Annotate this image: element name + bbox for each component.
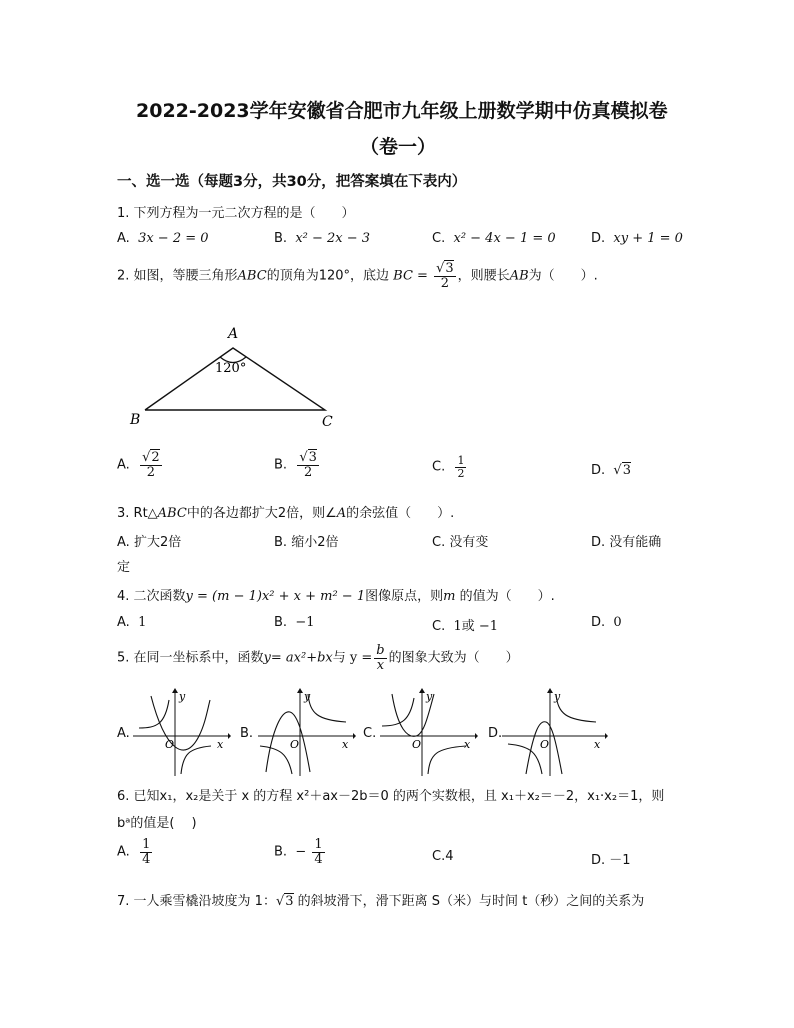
math-op: − <box>295 844 307 860</box>
stem-text: 的顶角为120°，底边 <box>266 268 390 284</box>
triangle-outline <box>145 348 325 410</box>
hyperbola-branch <box>260 746 292 774</box>
q1-option-d <box>591 231 683 246</box>
numerator: b <box>376 643 385 658</box>
radicand: 3 <box>285 894 294 909</box>
stem-text: 中的各边都扩大2倍，则∠ <box>186 506 337 521</box>
q6-option-b <box>274 838 327 866</box>
q4-option-d <box>591 615 622 630</box>
radicand: 3 <box>445 261 454 276</box>
denominator: x <box>376 657 385 673</box>
option-label: B. <box>274 535 288 550</box>
hyperbola-branch <box>308 694 346 722</box>
option-text: x² − 2x − 3 <box>295 231 371 246</box>
q3-option-c <box>432 531 488 550</box>
numerator: 1 <box>314 837 323 852</box>
q5-graph-a <box>131 688 231 778</box>
stem-text: 5. 在同一坐标系中，函数 <box>117 650 264 666</box>
q1-option-b <box>274 231 370 246</box>
question-7-stem <box>117 890 644 909</box>
hyperbola-branch <box>508 744 542 774</box>
q5-graph-c <box>378 688 478 778</box>
radicand: 3 <box>622 463 631 478</box>
q6-option-a <box>117 838 154 866</box>
q3-option-d <box>591 531 661 550</box>
option-label: C. <box>432 619 446 634</box>
option-label: A. <box>117 457 130 473</box>
option-label: A. <box>117 844 130 860</box>
option-text: －1 <box>609 853 631 868</box>
option-text: x² − 4x − 1 = 0 <box>453 231 556 246</box>
denominator: 2 <box>146 464 155 480</box>
question-6-stem: 6. 已知x₁，x₂是关于 x 的方程 x²＋ax－2b＝0 的两个实数根，且 x₁＋x₂＝－2，x₁·x₂＝1，则 <box>117 789 665 804</box>
q2-option-b <box>274 451 321 479</box>
hyperbola-branch <box>382 698 414 726</box>
stem-text: 3. Rt△ <box>117 506 158 521</box>
denominator: 4 <box>142 851 151 867</box>
radicand: 2 <box>151 450 160 465</box>
option-label: B. <box>274 231 288 246</box>
question-6-stem-continued: bᵃ的值是( ) <box>117 816 197 831</box>
axis-y-label: y <box>554 690 561 703</box>
origin-label: O <box>165 738 175 751</box>
stem-text: 4. 二次函数 <box>117 589 186 604</box>
q5-option-d-label: D. <box>488 726 503 741</box>
option-label: A. <box>117 615 130 630</box>
origin-label: O <box>412 738 422 751</box>
parabola-curve <box>266 712 310 772</box>
q4-option-a <box>117 615 146 630</box>
option-label: C. <box>432 535 446 550</box>
math-var: AB <box>509 268 529 284</box>
q4-option-c <box>432 615 498 634</box>
stem-text: 的余弦值（ ）. <box>346 506 455 521</box>
hyperbola-branch <box>556 694 596 722</box>
radicand: 3 <box>308 450 317 465</box>
math-var: A <box>336 506 347 521</box>
question-2-stem <box>117 262 598 290</box>
axis-x-label: x <box>594 738 601 751</box>
option-text: 0 <box>613 615 622 630</box>
option-text: 1或 −1 <box>453 619 499 634</box>
option-label: C. <box>432 231 446 246</box>
option-text: 缩小2倍 <box>291 535 339 550</box>
q3-option-a <box>117 531 181 550</box>
axis-y-label: y <box>304 690 311 703</box>
option-label: C. <box>432 849 446 864</box>
axis-x-label: x <box>342 738 349 751</box>
stem-text: 与 <box>332 650 346 666</box>
radical: √3 <box>275 894 294 909</box>
option-text: 没有能确 <box>609 535 662 550</box>
function-expression: y= ax²+bx <box>263 650 333 666</box>
function-expression: y = (m − 1)x² + x + m² − 1 <box>185 589 366 604</box>
denominator: 2 <box>303 464 313 480</box>
axis-y-label: y <box>179 690 186 703</box>
q2-option-c <box>432 455 468 479</box>
option-text: xy + 1 = 0 <box>613 231 683 246</box>
fraction <box>374 644 386 672</box>
q5-graph-b <box>256 688 356 778</box>
option-text: 4 <box>445 849 454 864</box>
option-label: D. <box>591 231 606 246</box>
vertex-b-label: B <box>130 412 141 428</box>
q5-option-c-label: C. <box>363 726 377 741</box>
numerator: 1 <box>457 454 465 467</box>
stem-text: 图像原点，则 <box>365 589 444 604</box>
question-5-stem <box>117 644 519 672</box>
question-4-stem <box>117 585 555 604</box>
q6-option-d <box>591 849 631 868</box>
stem-text: 的斜坡滑下，滑下距离 S（米）与时间 t（秒）之间的关系为 <box>297 894 645 909</box>
hyperbola-branch <box>428 746 466 774</box>
denominator: 2 <box>440 275 450 291</box>
question-3-stem <box>117 502 454 521</box>
question-1-stem: 1. 下列方程为一元二次方程的是（ ） <box>117 206 355 221</box>
numerator: 1 <box>142 837 151 852</box>
option-label: B. <box>274 615 288 630</box>
q5-option-a-label: A. <box>117 726 130 741</box>
q4-option-b <box>274 615 315 630</box>
denominator: 4 <box>314 851 323 867</box>
triangle-figure <box>120 318 350 438</box>
option-text: 1 <box>138 615 147 630</box>
axis-x-label: x <box>464 738 471 751</box>
option-label: D. <box>591 463 606 478</box>
q5-option-b-label: B. <box>240 726 254 741</box>
q2-option-a <box>117 451 164 479</box>
axis-x-label: x <box>217 738 224 751</box>
option-text: 3x − 2 = 0 <box>138 231 209 246</box>
hyperbola-branch <box>139 700 169 728</box>
q6-option-c <box>432 849 454 864</box>
fraction: $\frac{√2}{2}$ <box>142 450 160 480</box>
math-op: y = <box>349 650 373 666</box>
fraction <box>312 838 324 866</box>
fraction: $\frac{√3}{2}$ <box>436 261 454 291</box>
fraction <box>140 838 152 866</box>
option-label: B. <box>274 457 288 473</box>
stem-text: 7. 一人乘雪橇沿坡度为 1： <box>117 894 276 909</box>
origin-label: O <box>540 738 550 751</box>
option-label: B. <box>274 844 288 860</box>
option-label: D. <box>591 615 606 630</box>
option-text: 扩大2倍 <box>133 535 182 550</box>
option-label: A. <box>117 231 130 246</box>
q1-option-a <box>117 231 209 246</box>
section-heading: 一、选一选（每题3分，共30分，把答案填在下表内） <box>117 174 467 190</box>
stem-text: 2. 如图，等腰三角形 <box>117 268 238 284</box>
option-label: A. <box>117 535 130 550</box>
vertex-c-label: C <box>322 414 333 430</box>
stem-text: ，则腰长 <box>457 268 510 284</box>
stem-text: 的值为（ ）. <box>459 589 555 604</box>
q3-option-d-continued: 定 <box>117 560 131 575</box>
math-var: ABC <box>237 268 267 284</box>
option-text: 没有变 <box>449 535 489 550</box>
q1-option-c <box>432 231 556 246</box>
vertex-a-label: A <box>228 326 239 342</box>
denominator: 2 <box>457 466 465 480</box>
option-text: −1 <box>295 615 315 630</box>
page-subtitle: （卷一） <box>360 136 437 158</box>
math-var: BC <box>393 268 413 284</box>
page-title: 2022-2023学年安徽省合肥市九年级上册数学期中仿真模拟卷 <box>136 100 668 122</box>
axis-y-label: y <box>426 690 433 703</box>
option-label: D. <box>591 535 606 550</box>
math-var: ABC <box>157 506 187 521</box>
q5-graph-d <box>500 688 610 778</box>
option-text: √3 <box>613 463 631 478</box>
angle-label: 120° <box>215 361 247 376</box>
stem-text: 的图象大致为（ ） <box>388 650 519 666</box>
q3-option-b <box>274 531 338 550</box>
origin-label: O <box>290 738 300 751</box>
math-var: m <box>443 589 456 604</box>
option-label: C. <box>432 459 446 475</box>
math-op: = <box>417 268 428 284</box>
option-label: D. <box>591 853 606 868</box>
q2-option-d <box>591 463 631 478</box>
fraction: $\frac{√3}{2}$ <box>299 450 317 480</box>
stem-text: 为（ ）. <box>528 268 598 284</box>
fraction <box>455 455 466 479</box>
